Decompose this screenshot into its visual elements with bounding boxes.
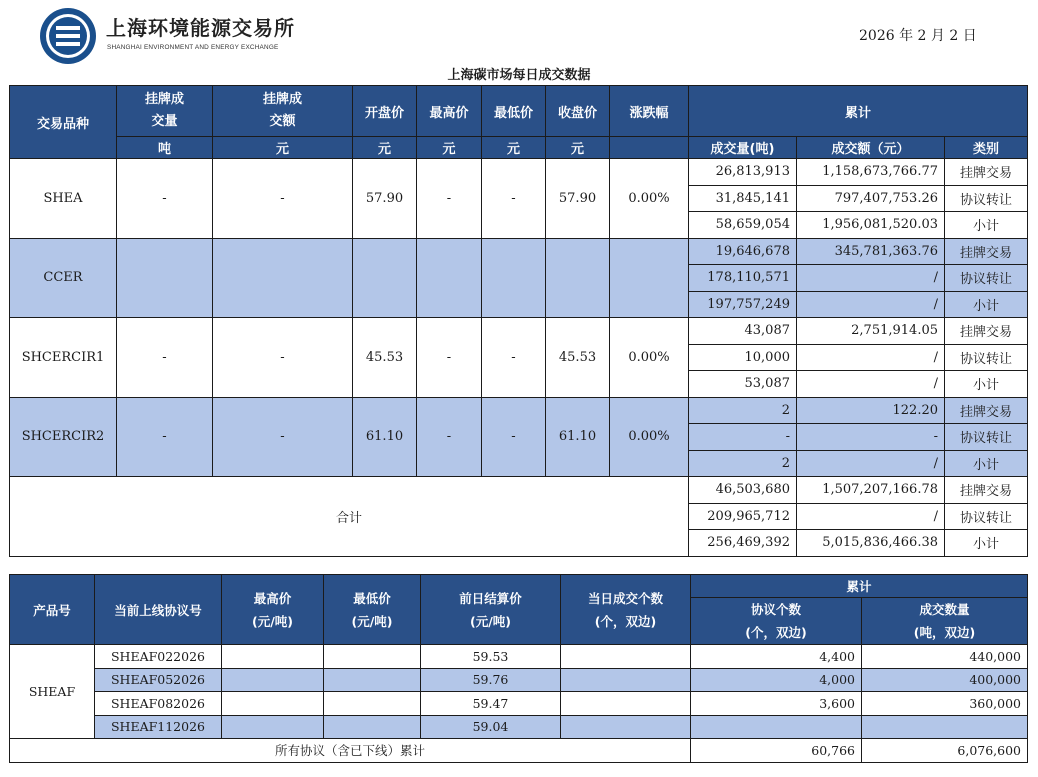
- cum-volume: 53,087: [689, 371, 797, 398]
- header-cum-amount: 成交额（元）: [797, 137, 945, 159]
- table-row: [10, 668, 1028, 692]
- close-price: 57.90: [546, 159, 610, 239]
- category: 协议转让: [945, 503, 1028, 530]
- table-row: [10, 715, 1028, 739]
- listed-amount: -: [213, 159, 353, 239]
- cum-amount: 797,407,753.26: [797, 185, 945, 212]
- cum-qty: 360,000: [862, 692, 1028, 716]
- category: 小计: [945, 371, 1028, 398]
- exchange-logo: [38, 6, 98, 66]
- unit-yuan: 元: [353, 137, 417, 159]
- cum-volume: 178,110,571: [689, 265, 797, 292]
- category: 挂牌交易: [945, 238, 1028, 265]
- cum-amount: 1,956,081,520.03: [797, 212, 945, 239]
- header-product: 交易品种: [10, 86, 117, 159]
- contract-no: SHEAF112026: [95, 715, 222, 739]
- brand-name-cn: 上海环境能源交易所: [106, 16, 295, 40]
- header-close: 收盘价: [546, 86, 610, 137]
- unit-yuan: 元: [482, 137, 546, 159]
- cum-amount: 345,781,363.76: [797, 238, 945, 265]
- listed-volume: -: [117, 318, 213, 398]
- cum-amount: /: [797, 265, 945, 292]
- listed-amount: -: [213, 318, 353, 398]
- prev-settle: 59.53: [421, 645, 561, 669]
- category: 协议转让: [945, 265, 1028, 292]
- total-cum-qty: 6,076,600: [862, 739, 1028, 763]
- category: 协议转让: [945, 424, 1028, 451]
- high-price: [222, 715, 324, 739]
- prev-settle: 59.04: [421, 715, 561, 739]
- unit-blank: [610, 137, 689, 159]
- cum-count: 4,000: [691, 668, 862, 692]
- cum-count: 3,600: [691, 692, 862, 716]
- day-count: [561, 645, 691, 669]
- unit-yuan: 元: [213, 137, 353, 159]
- contract-no: SHEAF052026: [95, 668, 222, 692]
- change-pct: [610, 238, 689, 318]
- category: 挂牌交易: [945, 318, 1028, 345]
- table-row: [10, 645, 1028, 669]
- unit-yuan: 元: [546, 137, 610, 159]
- cum-amount: /: [797, 503, 945, 530]
- cum-volume: 197,757,249: [689, 291, 797, 318]
- table-row: [10, 692, 1028, 716]
- category: 协议转让: [945, 185, 1028, 212]
- cum-volume: 31,845,141: [689, 185, 797, 212]
- cum-volume: 46,503,680: [689, 477, 797, 504]
- cum-amount: /: [797, 344, 945, 371]
- product-name: SHCERCIR2: [10, 397, 117, 477]
- category: 挂牌交易: [945, 159, 1028, 186]
- brand-name-en: SHANGHAI ENVIRONMENT AND ENERGY EXCHANGE: [107, 44, 279, 51]
- open-price: 45.53: [353, 318, 417, 398]
- high-price: [222, 668, 324, 692]
- category: 协议转让: [945, 344, 1028, 371]
- cum-amount: /: [797, 291, 945, 318]
- day-count: [561, 715, 691, 739]
- open-price: 61.10: [353, 397, 417, 477]
- cum-volume: 209,965,712: [689, 503, 797, 530]
- header-change: 涨跌幅: [610, 86, 689, 137]
- high-price: -: [417, 318, 482, 398]
- prev-settle: 59.47: [421, 692, 561, 716]
- low-price: -: [482, 397, 546, 477]
- unit-ton: 吨: [117, 137, 213, 159]
- product-no: SHEAF: [10, 645, 95, 739]
- cum-volume: 26,813,913: [689, 159, 797, 186]
- high-price: [222, 692, 324, 716]
- table-row: [10, 318, 1028, 345]
- product-name: CCER: [10, 238, 117, 318]
- cum-amount: -: [797, 424, 945, 451]
- header-prev-settle: 前日结算价 (元/吨): [421, 575, 561, 645]
- table-row: [10, 477, 1028, 504]
- cum-qty: [862, 715, 1028, 739]
- cum-count: [691, 715, 862, 739]
- header-high: 最高价: [417, 86, 482, 137]
- cum-volume: 2: [689, 397, 797, 424]
- category: 挂牌交易: [945, 477, 1028, 504]
- header-cum-qty: 成交数量 (吨，双边): [862, 598, 1028, 645]
- header-category: 类别: [945, 137, 1028, 159]
- total-label: 所有协议（含已下线）累计: [10, 739, 691, 763]
- header-listed-volume: 挂牌成交量: [117, 86, 213, 137]
- cum-volume: 43,087: [689, 318, 797, 345]
- header-listed-amount: 挂牌成交额: [213, 86, 353, 137]
- low-price: [324, 715, 421, 739]
- total-label: 合计: [10, 477, 689, 557]
- low-price: [324, 692, 421, 716]
- change-pct: 0.00%: [610, 159, 689, 239]
- day-count: [561, 668, 691, 692]
- low-price: -: [482, 318, 546, 398]
- high-price: [222, 645, 324, 669]
- daily-trading-table: [9, 85, 1028, 557]
- report-date: 2026 年 2 月 2 日: [859, 28, 977, 44]
- listed-volume: -: [117, 159, 213, 239]
- category: 挂牌交易: [945, 397, 1028, 424]
- product-name: SHEA: [10, 159, 117, 239]
- header-day-count: 当日成交个数 (个，双边): [561, 575, 691, 645]
- change-pct: 0.00%: [610, 318, 689, 398]
- close-price: 45.53: [546, 318, 610, 398]
- header-cumulative: 累计: [689, 86, 1028, 137]
- cum-amount: 1,507,207,166.78: [797, 477, 945, 504]
- contract-no: SHEAF022026: [95, 645, 222, 669]
- cum-qty: 400,000: [862, 668, 1028, 692]
- cum-count: 4,400: [691, 645, 862, 669]
- contract-no: SHEAF082026: [95, 692, 222, 716]
- cum-volume: 58,659,054: [689, 212, 797, 239]
- close-price: [546, 238, 610, 318]
- cum-amount: 1,158,673,766.77: [797, 159, 945, 186]
- total-cum-count: 60,766: [691, 739, 862, 763]
- low-price: [482, 238, 546, 318]
- listed-amount: [213, 238, 353, 318]
- header-open: 开盘价: [353, 86, 417, 137]
- cum-amount: 5,015,836,466.38: [797, 530, 945, 557]
- table-row: [10, 238, 1028, 265]
- cum-qty: 440,000: [862, 645, 1028, 669]
- category: 小计: [945, 530, 1028, 557]
- product-name: SHCERCIR1: [10, 318, 117, 398]
- cum-amount: 122.20: [797, 397, 945, 424]
- header-high: 最高价 (元/吨): [222, 575, 324, 645]
- header-contract-no: 当前上线协议号: [95, 575, 222, 645]
- category: 小计: [945, 212, 1028, 239]
- low-price: [324, 668, 421, 692]
- day-count: [561, 692, 691, 716]
- listed-volume: -: [117, 397, 213, 477]
- high-price: -: [417, 397, 482, 477]
- table-row: [10, 739, 1028, 763]
- cum-amount: /: [797, 371, 945, 398]
- header-cumulative: 累计: [691, 575, 1028, 598]
- low-price: -: [482, 159, 546, 239]
- header-product-no: 产品号: [10, 575, 95, 645]
- open-price: [353, 238, 417, 318]
- listed-volume: [117, 238, 213, 318]
- cum-volume: 256,469,392: [689, 530, 797, 557]
- category: 小计: [945, 291, 1028, 318]
- cum-amount: /: [797, 450, 945, 477]
- forward-contract-table: [9, 574, 1028, 763]
- table-row: [10, 159, 1028, 186]
- cum-amount: 2,751,914.05: [797, 318, 945, 345]
- unit-yuan: 元: [417, 137, 482, 159]
- table-row: [10, 397, 1028, 424]
- close-price: 61.10: [546, 397, 610, 477]
- high-price: [417, 238, 482, 318]
- category: 小计: [945, 450, 1028, 477]
- listed-amount: -: [213, 397, 353, 477]
- cum-volume: -: [689, 424, 797, 451]
- report-title: 上海碳市场每日成交数据: [447, 68, 591, 83]
- high-price: -: [417, 159, 482, 239]
- header-cum-volume: 成交量(吨): [689, 137, 797, 159]
- cum-volume: 19,646,678: [689, 238, 797, 265]
- cum-volume: 2: [689, 450, 797, 477]
- header-low: 最低价: [482, 86, 546, 137]
- header-low: 最低价 (元/吨): [324, 575, 421, 645]
- change-pct: 0.00%: [610, 397, 689, 477]
- header-cum-count: 协议个数 (个，双边): [691, 598, 862, 645]
- low-price: [324, 645, 421, 669]
- prev-settle: 59.76: [421, 668, 561, 692]
- open-price: 57.90: [353, 159, 417, 239]
- cum-volume: 10,000: [689, 344, 797, 371]
